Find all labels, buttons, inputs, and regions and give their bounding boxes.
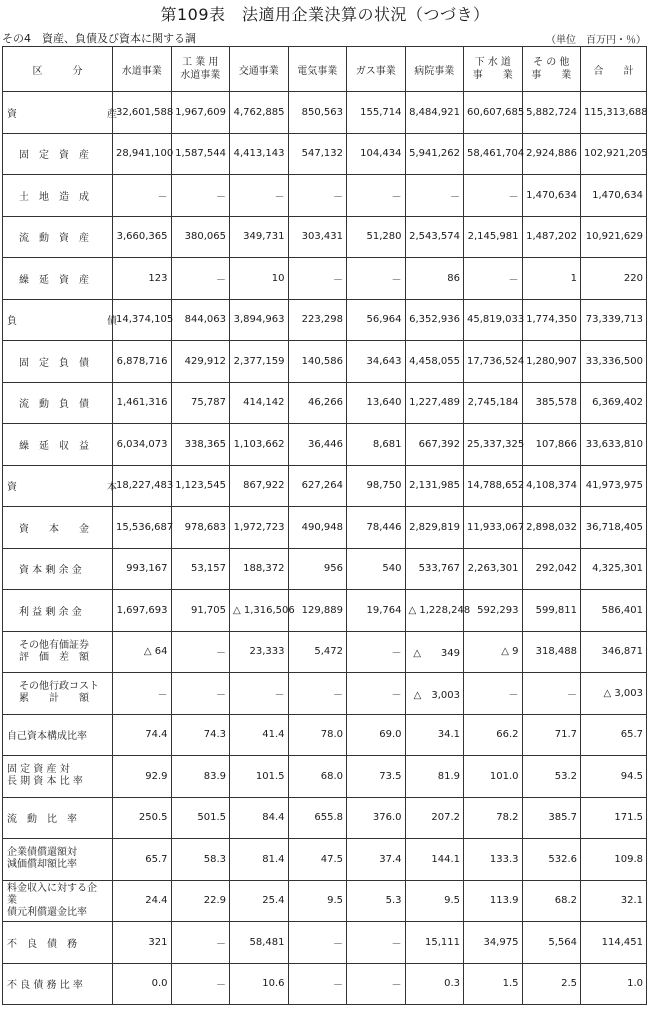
cell-value: 86 [405, 258, 464, 300]
column-header: 区 分 [3, 47, 113, 92]
cell-value: 5,564 [522, 922, 581, 964]
cell-value: 115,313,688 [581, 92, 647, 134]
cell-value: 4,458,055 [405, 341, 464, 383]
cell-value: 993,167 [113, 548, 172, 590]
cell-value: 10 [230, 258, 289, 300]
cell-value: 490,948 [288, 507, 347, 549]
row-label: 繰 延 資 産 [3, 258, 113, 300]
table-row [3, 797, 647, 839]
cell-value: 9.5 [405, 880, 464, 922]
cell-value: 60,607,685 [464, 92, 523, 134]
cell-value: 533,767 [405, 548, 464, 590]
cell-value: － [347, 258, 406, 300]
cell-value: 1,587,544 [171, 133, 230, 175]
cell-value: 102,921,205 [581, 133, 647, 175]
cell-value: 220 [581, 258, 647, 300]
cell-value: － [288, 258, 347, 300]
cell-value: － [347, 175, 406, 217]
cell-value: △ 3,003 [405, 673, 464, 715]
table-row [3, 299, 647, 341]
cell-value: 844,063 [171, 299, 230, 341]
cell-value: 104,434 [347, 133, 406, 175]
cell-value: 850,563 [288, 92, 347, 134]
cell-value: － [113, 673, 172, 715]
table-row [3, 341, 647, 383]
cell-value: 14,788,652 [464, 465, 523, 507]
row-label: 固 定 負 債 [3, 341, 113, 383]
cell-value: 14,374,105 [113, 299, 172, 341]
cell-value: 250.5 [113, 797, 172, 839]
row-label: 土 地 造 成 [3, 175, 113, 217]
cell-value: － [464, 175, 523, 217]
cell-value: 4,325,301 [581, 548, 647, 590]
cell-value: 45,819,033 [464, 299, 523, 341]
cell-value: 91,705 [171, 590, 230, 632]
cell-value: 3,894,963 [230, 299, 289, 341]
cell-value: 19,764 [347, 590, 406, 632]
cell-value: － [171, 922, 230, 964]
row-label: 固 定 資 産 [3, 133, 113, 175]
table-row [3, 839, 647, 881]
cell-value: 540 [347, 548, 406, 590]
row-label: 自己資本構成比率 [3, 714, 113, 756]
cell-value: 81.4 [230, 839, 289, 881]
cell-value: 34,975 [464, 922, 523, 964]
cell-value: 37.4 [347, 839, 406, 881]
cell-value: － [347, 673, 406, 715]
cell-value: － [171, 258, 230, 300]
cell-value: － [230, 175, 289, 217]
cell-value: － [347, 631, 406, 673]
cell-value: 4,762,885 [230, 92, 289, 134]
cell-value: 113.9 [464, 880, 523, 922]
cell-value: 2,924,886 [522, 133, 581, 175]
cell-value: 1,487,202 [522, 216, 581, 258]
cell-value: 65.7 [581, 714, 647, 756]
table-row [3, 507, 647, 549]
cell-value: 13,640 [347, 382, 406, 424]
table-row [3, 92, 647, 134]
cell-value: 1,967,609 [171, 92, 230, 134]
cell-value: 501.5 [171, 797, 230, 839]
cell-value: 2,377,159 [230, 341, 289, 383]
column-header: ガス事業 [347, 47, 406, 92]
cell-value: 2,898,032 [522, 507, 581, 549]
cell-value: △ 1,316,506 [230, 590, 289, 632]
cell-value: △ 3,003 [581, 673, 647, 715]
cell-value: 1.5 [464, 963, 523, 1005]
cell-value: 1,103,662 [230, 424, 289, 466]
cell-value: 36,718,405 [581, 507, 647, 549]
cell-value: 34,643 [347, 341, 406, 383]
cell-value: － [113, 175, 172, 217]
cell-value: 58,481 [230, 922, 289, 964]
cell-value: 15,536,687 [113, 507, 172, 549]
cell-value: 25.4 [230, 880, 289, 922]
cell-value: 51,280 [347, 216, 406, 258]
row-label: 繰 延 収 益 [3, 424, 113, 466]
cell-value: 73.5 [347, 756, 406, 798]
cell-value: △ 64 [113, 631, 172, 673]
cell-value: 4,413,143 [230, 133, 289, 175]
cell-value: 83.9 [171, 756, 230, 798]
row-label: 資 本 金 [3, 507, 113, 549]
cell-value: 58.3 [171, 839, 230, 881]
cell-value: 4,108,374 [522, 465, 581, 507]
cell-value: 58,461,704 [464, 133, 523, 175]
column-header: 電気事業 [288, 47, 347, 92]
cell-value: 5,882,724 [522, 92, 581, 134]
cell-value: 33,633,810 [581, 424, 647, 466]
cell-value: 627,264 [288, 465, 347, 507]
cell-value: 0.3 [405, 963, 464, 1005]
table-row [3, 216, 647, 258]
cell-value: 41.4 [230, 714, 289, 756]
cell-value: 3,660,365 [113, 216, 172, 258]
table-row [3, 963, 647, 1005]
cell-value: 1 [522, 258, 581, 300]
cell-value: 188,372 [230, 548, 289, 590]
table-row [3, 590, 647, 632]
column-header: 合 計 [581, 47, 647, 92]
cell-value: 78,446 [347, 507, 406, 549]
cell-value: 5,472 [288, 631, 347, 673]
cell-value: △ 1,228,248 [405, 590, 464, 632]
cell-value: 84.4 [230, 797, 289, 839]
row-label: 資 本 [3, 465, 113, 507]
cell-value: － [171, 631, 230, 673]
table-row [3, 756, 647, 798]
row-label: 不 良 債 務 比 率 [3, 963, 113, 1005]
cell-value: 1,227,489 [405, 382, 464, 424]
cell-value: 56,964 [347, 299, 406, 341]
row-label: 料金収入に対する企業 債元利償還金比率 [3, 880, 113, 922]
cell-value: 107,866 [522, 424, 581, 466]
cell-value: 2,829,819 [405, 507, 464, 549]
cell-value: 867,922 [230, 465, 289, 507]
cell-value: 11,933,067 [464, 507, 523, 549]
cell-value: 385,578 [522, 382, 581, 424]
cell-value: 592,293 [464, 590, 523, 632]
cell-value: 303,431 [288, 216, 347, 258]
cell-value: 75,787 [171, 382, 230, 424]
table-body [3, 92, 647, 1005]
cell-value: 2,131,985 [405, 465, 464, 507]
cell-value: 123 [113, 258, 172, 300]
cell-value: 109.8 [581, 839, 647, 881]
cell-value: 32.1 [581, 880, 647, 922]
cell-value: 1,280,907 [522, 341, 581, 383]
cell-value: － [288, 175, 347, 217]
cell-value: 385.7 [522, 797, 581, 839]
table-row [3, 258, 647, 300]
header-row [3, 47, 647, 92]
cell-value: 429,912 [171, 341, 230, 383]
cell-value: 36,446 [288, 424, 347, 466]
cell-value: 68.2 [522, 880, 581, 922]
cell-value: 655.8 [288, 797, 347, 839]
table-row [3, 133, 647, 175]
cell-value: 22.9 [171, 880, 230, 922]
cell-value: 5.3 [347, 880, 406, 922]
cell-value: 10,921,629 [581, 216, 647, 258]
cell-value: 98,750 [347, 465, 406, 507]
cell-value: 1,470,634 [522, 175, 581, 217]
cell-value: 2,745,184 [464, 382, 523, 424]
cell-value: － [464, 258, 523, 300]
column-header: そ の 他 事 業 [522, 47, 581, 92]
cell-value: 81.9 [405, 756, 464, 798]
cell-value: 2,543,574 [405, 216, 464, 258]
cell-value: 65.7 [113, 839, 172, 881]
cell-value: 6,034,073 [113, 424, 172, 466]
row-label: 固 定 資 産 対 長 期 資 本 比 率 [3, 756, 113, 798]
cell-value: 129,889 [288, 590, 347, 632]
cell-value: 292,042 [522, 548, 581, 590]
cell-value: 53.2 [522, 756, 581, 798]
cell-value: 321 [113, 922, 172, 964]
cell-value: 1,470,634 [581, 175, 647, 217]
cell-value: 114,451 [581, 922, 647, 964]
cell-value: 346,871 [581, 631, 647, 673]
row-label: 不 良 債 務 [3, 922, 113, 964]
cell-value: 376.0 [347, 797, 406, 839]
cell-value: 8,681 [347, 424, 406, 466]
cell-value: 33,336,500 [581, 341, 647, 383]
table-row [3, 465, 647, 507]
cell-value: 349,731 [230, 216, 289, 258]
table-subtitle: その4 資産、負債及び資本に関する調 [2, 32, 196, 45]
cell-value: － [288, 673, 347, 715]
table-row [3, 382, 647, 424]
cell-value: 23,333 [230, 631, 289, 673]
row-label: 流 動 資 産 [3, 216, 113, 258]
column-header: 水道事業 [113, 47, 172, 92]
cell-value: － [347, 922, 406, 964]
cell-value: － [347, 963, 406, 1005]
cell-value: 18,227,483 [113, 465, 172, 507]
cell-value: 25,337,325 [464, 424, 523, 466]
cell-value: 78.0 [288, 714, 347, 756]
cell-value: 92.9 [113, 756, 172, 798]
cell-value: 667,392 [405, 424, 464, 466]
cell-value: 53,157 [171, 548, 230, 590]
financial-table [2, 46, 647, 1005]
table-row [3, 548, 647, 590]
cell-value: 133.3 [464, 839, 523, 881]
table-row [3, 880, 647, 922]
cell-value: 171.5 [581, 797, 647, 839]
row-label: 流 動 比 率 [3, 797, 113, 839]
cell-value: 24.4 [113, 880, 172, 922]
row-label: 流 動 負 債 [3, 382, 113, 424]
row-label: 負 債 [3, 299, 113, 341]
cell-value: 2,263,301 [464, 548, 523, 590]
table-row [3, 631, 647, 673]
cell-value: 73,339,713 [581, 299, 647, 341]
cell-value: 46,266 [288, 382, 347, 424]
cell-value: 5,941,262 [405, 133, 464, 175]
cell-value: 6,878,716 [113, 341, 172, 383]
row-label: 資 産 [3, 92, 113, 134]
cell-value: 10.6 [230, 963, 289, 1005]
cell-value: 0.0 [113, 963, 172, 1005]
cell-value: 17,736,524 [464, 341, 523, 383]
cell-value: 32,601,588 [113, 92, 172, 134]
cell-value: － [522, 673, 581, 715]
cell-value: 8,484,921 [405, 92, 464, 134]
cell-value: 15,111 [405, 922, 464, 964]
unit-note: （単位 百万円・％） [546, 35, 646, 46]
table-title: 第109表 法適用企業決算の状況（つづき） [160, 5, 490, 24]
cell-value: 68.0 [288, 756, 347, 798]
table-row [3, 922, 647, 964]
row-label: 資 本 剰 余 金 [3, 548, 113, 590]
cell-value: △ 9 [464, 631, 523, 673]
cell-value: 223,298 [288, 299, 347, 341]
cell-value: 9.5 [288, 880, 347, 922]
cell-value: 2,145,981 [464, 216, 523, 258]
cell-value: 1,697,693 [113, 590, 172, 632]
cell-value: 586,401 [581, 590, 647, 632]
cell-value: 94.5 [581, 756, 647, 798]
cell-value: 1,774,350 [522, 299, 581, 341]
cell-value: △ 349 [405, 631, 464, 673]
cell-value: 978,683 [171, 507, 230, 549]
cell-value: 144.1 [405, 839, 464, 881]
cell-value: 599,811 [522, 590, 581, 632]
cell-value: － [288, 922, 347, 964]
cell-value: 207.2 [405, 797, 464, 839]
cell-value: 78.2 [464, 797, 523, 839]
cell-value: 2.5 [522, 963, 581, 1005]
cell-value: － [171, 963, 230, 1005]
cell-value: 1,972,723 [230, 507, 289, 549]
cell-value: 74.4 [113, 714, 172, 756]
cell-value: － [171, 175, 230, 217]
cell-value: 1.0 [581, 963, 647, 1005]
cell-value: 380,065 [171, 216, 230, 258]
cell-value: 414,142 [230, 382, 289, 424]
cell-value: － [171, 673, 230, 715]
table-row [3, 175, 647, 217]
cell-value: 532.6 [522, 839, 581, 881]
row-label: 利 益 剰 余 金 [3, 590, 113, 632]
column-header: 工 業 用 水道事業 [171, 47, 230, 92]
cell-value: 1,123,545 [171, 465, 230, 507]
cell-value: 140,586 [288, 341, 347, 383]
row-label: その他行政コスト 累 計 額 [3, 673, 113, 715]
cell-value: 28,941,100 [113, 133, 172, 175]
column-header: 病院事業 [405, 47, 464, 92]
cell-value: 74.3 [171, 714, 230, 756]
cell-value: － [405, 175, 464, 217]
cell-value: 41,973,975 [581, 465, 647, 507]
table-header [3, 47, 647, 92]
cell-value: － [288, 963, 347, 1005]
row-label: その他有価証券 評 価 差 額 [3, 631, 113, 673]
cell-value: 547,132 [288, 133, 347, 175]
cell-value: 6,352,936 [405, 299, 464, 341]
cell-value: 101.5 [230, 756, 289, 798]
cell-value: 318,488 [522, 631, 581, 673]
cell-value: 338,365 [171, 424, 230, 466]
cell-value: 69.0 [347, 714, 406, 756]
cell-value: － [464, 673, 523, 715]
cell-value: 34.1 [405, 714, 464, 756]
cell-value: 47.5 [288, 839, 347, 881]
table-row [3, 714, 647, 756]
row-label: 企業債償還額対 減価償却額比率 [3, 839, 113, 881]
column-header: 下 水 道 事 業 [464, 47, 523, 92]
cell-value: 101.0 [464, 756, 523, 798]
table-row [3, 424, 647, 466]
cell-value: 6,369,402 [581, 382, 647, 424]
cell-value: 155,714 [347, 92, 406, 134]
cell-value: － [230, 673, 289, 715]
cell-value: 66.2 [464, 714, 523, 756]
column-header: 交通事業 [230, 47, 289, 92]
cell-value: 1,461,316 [113, 382, 172, 424]
table-row [3, 673, 647, 715]
cell-value: 71.7 [522, 714, 581, 756]
cell-value: 956 [288, 548, 347, 590]
